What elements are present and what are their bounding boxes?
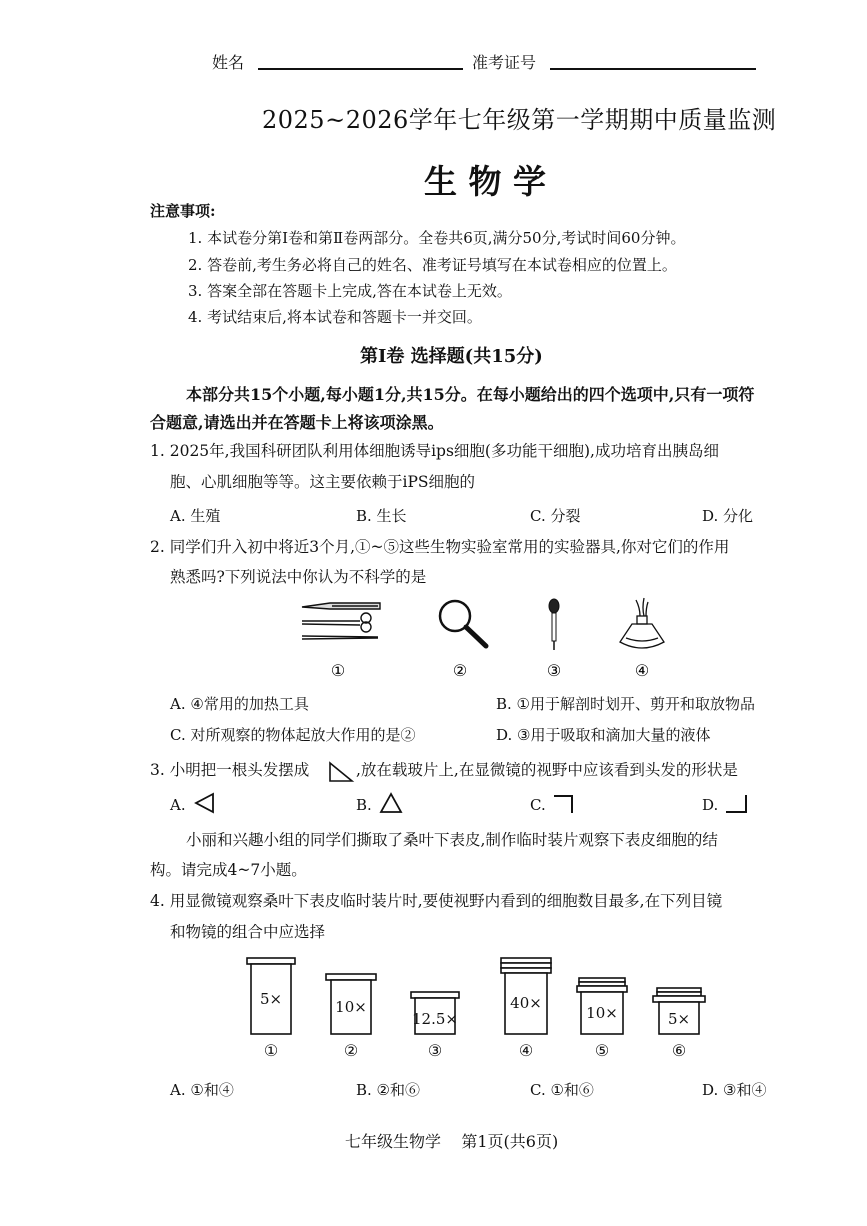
dissecting-tools-icon	[302, 603, 380, 639]
lens-magnification: 10×	[586, 1004, 618, 1022]
lens-number: ②	[343, 1041, 359, 1060]
q1-option-d: D. 分化	[702, 507, 754, 525]
q2-option-a: A. ④常用的加热工具	[170, 695, 309, 713]
tool-label-4: ④	[634, 661, 650, 680]
subject-title: 生 物 学	[424, 162, 546, 201]
q3-stem: 3. 小明把一根头发摆成	[150, 761, 310, 779]
q1-option-a: A. 生殖	[170, 507, 221, 525]
q1-stem: 胞、心肌细胞等等。这主要依赖于iPS细胞的	[170, 473, 476, 491]
lens-number: ⑥	[671, 1041, 687, 1060]
lens-number: ④	[518, 1041, 534, 1060]
part1-intro: 合题意,请选出并在答题卡上将该项涂黑。	[150, 413, 444, 432]
page-footer: 七年级生物学 第1页(共6页)	[345, 1132, 559, 1151]
q3-option-d: D.	[702, 796, 719, 814]
lens-magnification: 10×	[335, 998, 367, 1016]
q4-option-d: D. ③和④	[702, 1081, 767, 1099]
exam-number-field[interactable]	[550, 68, 756, 70]
q3-stem: ,放在载玻片上,在显微镜的视野中应该看到头发的形状是	[356, 761, 738, 779]
dropper-icon	[549, 599, 559, 650]
lens-magnification: 12.5×	[412, 1010, 458, 1028]
lens-number: ①	[263, 1041, 279, 1060]
exam-title: 2025~2026学年七年级第一学期期中质量监测	[262, 106, 777, 134]
note-item: 4. 考试结束后,将本试卷和答题卡一并交回。	[188, 308, 482, 326]
tool-label-3: ③	[546, 661, 562, 680]
q3-option-b: B.	[356, 796, 372, 814]
q4-option-b: B. ②和⑥	[356, 1081, 421, 1099]
name-label: 姓名	[212, 53, 245, 72]
lab-tools-figure	[290, 594, 680, 686]
context-text: 小丽和兴趣小组的同学们撕取了桑叶下表皮,制作临时装片观察下表皮细胞的结	[186, 831, 718, 849]
q4-stem: 4. 用显微镜观察桑叶下表皮临时装片时,要使视野内看到的细胞数目最多,在下列目镜	[150, 892, 723, 910]
q1-stem: 1. 2025年,我国科研团队利用体细胞诱导ips细胞(多功能干细胞),成功培育出胰岛细	[150, 442, 719, 460]
q2-option-d: D. ③用于吸取和滴加大量的液体	[496, 726, 711, 744]
q2-option-c: C. 对所观察的物体起放大作用的是②	[170, 726, 416, 744]
alcohol-lamp-icon	[620, 598, 664, 648]
lens-number: ③	[427, 1041, 443, 1060]
q3-shape-a-icon	[193, 792, 217, 814]
q4-option-a: A. ①和④	[170, 1081, 234, 1099]
q3-shape-b-icon	[378, 792, 404, 814]
part1-title: 第Ⅰ卷 选择题(共15分)	[360, 346, 543, 367]
q2-option-b: B. ①用于解剖时划开、剪开和取放物品	[496, 695, 756, 713]
name-field[interactable]	[258, 68, 463, 70]
q4-option-c: C. ①和⑥	[530, 1081, 594, 1099]
q2-stem: 熟悉吗?下列说法中你认为不科学的是	[170, 568, 427, 586]
q2-stem: 2. 同学们升入初中将近3个月,①~⑤这些生物实验室常用的实验器具,你对它们的作用	[150, 538, 730, 556]
tool-label-2: ②	[452, 661, 468, 680]
q3-option-c: C.	[530, 796, 546, 814]
notes-heading: 注意事项:	[150, 202, 216, 220]
q3-option-a: A.	[170, 796, 186, 814]
q3-shape-d-icon	[724, 793, 750, 815]
hair-shape-icon	[327, 761, 355, 783]
lens-magnification: 5×	[259, 990, 283, 1008]
note-item: 1. 本试卷分第Ⅰ卷和第Ⅱ卷两部分。全卷共6页,满分50分,考试时间60分钟。	[188, 229, 686, 247]
q4-stem: 和物镜的组合中应选择	[170, 923, 326, 941]
lens-figure	[235, 952, 725, 1064]
q1-option-b: B. 生长	[356, 507, 407, 525]
tool-label-1: ①	[330, 661, 346, 680]
context-text: 构。请完成4~7小题。	[150, 861, 307, 879]
lens-magnification: 40×	[510, 994, 542, 1012]
part1-intro: 本部分共15个小题,每小题1分,共15分。在每小题给出的四个选项中,只有一项符	[186, 385, 755, 404]
lens-number: ⑤	[594, 1041, 610, 1060]
q3-shape-c-icon	[552, 793, 576, 815]
exam-number-label: 准考证号	[472, 53, 537, 72]
note-item: 2. 答卷前,考生务必将自己的姓名、准考证号填写在本试卷相应的位置上。	[188, 256, 677, 274]
note-item: 3. 答案全部在答题卡上完成,答在本试卷上无效。	[188, 282, 512, 300]
magnifier-icon	[440, 601, 486, 646]
q1-option-c: C. 分裂	[530, 507, 581, 525]
lens-magnification: 5×	[667, 1010, 691, 1028]
